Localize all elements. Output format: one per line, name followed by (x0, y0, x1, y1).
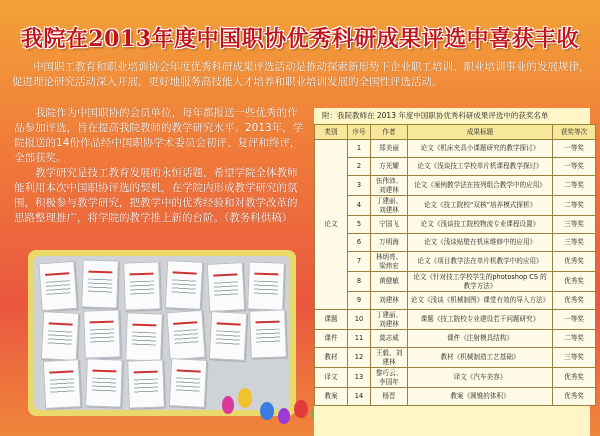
number-cell: 7 (348, 252, 371, 272)
award-list-panel (314, 108, 590, 436)
table-row (315, 272, 596, 292)
level-cell: 优秀奖 (553, 252, 596, 272)
category-cell: 译文 (315, 368, 348, 388)
certificate-image (209, 311, 247, 361)
table-row (315, 388, 596, 406)
category-cell: 论文 (315, 140, 348, 310)
award-table (314, 124, 596, 406)
table-row (315, 368, 596, 388)
category-cell: 教材 (315, 348, 348, 368)
certificate-image (81, 259, 119, 308)
level-cell: 优秀奖 (553, 292, 596, 310)
certificate-image (127, 359, 165, 408)
number-cell: 9 (348, 292, 371, 310)
author-cell: 莫志威 (371, 330, 408, 348)
certificate-image (165, 260, 203, 310)
title-cell: 论文《浅谈贴壁在机床维修中的应用》 (408, 234, 553, 252)
author-cell: 刘建林 (371, 292, 408, 310)
number-cell: 12 (348, 348, 371, 368)
category-cell: 教案 (315, 388, 348, 406)
author-cell: 丁建丽、刘建林 (371, 196, 408, 216)
certificate-image (125, 312, 163, 361)
table-row (315, 234, 596, 252)
author-cell: 黄健敏 (371, 272, 408, 292)
certificate-image (41, 311, 79, 361)
table-row (315, 252, 596, 272)
level-cell: 一等奖 (553, 140, 596, 158)
header-author: 作者 (371, 125, 408, 140)
title-cell: 课件《注射模具结构》 (408, 330, 553, 348)
title-cell: 译文《汽车美容》 (408, 368, 553, 388)
certificate-image (207, 262, 245, 312)
number-cell: 11 (348, 330, 371, 348)
author-cell: 宁国飞 (371, 216, 408, 234)
certificate-image (123, 261, 161, 310)
author-cell: 伍伟沛、刘建林 (371, 176, 408, 196)
certificate-image (43, 359, 81, 409)
number-cell: 8 (348, 272, 371, 292)
table-row (315, 330, 596, 348)
table-row (315, 348, 596, 368)
balloon-icon (260, 402, 274, 420)
author-cell: 丁建丽、刘建林 (371, 310, 408, 330)
level-cell: 一等奖 (553, 158, 596, 176)
title-cell: 课题《技工院校专业建设若干问题研究》 (408, 310, 553, 330)
certificate-image (169, 358, 207, 408)
category-cell: 课题 (315, 310, 348, 330)
table-row (315, 158, 596, 176)
certificate-image (166, 310, 205, 360)
number-cell: 6 (348, 234, 371, 252)
certificate-image (85, 358, 123, 407)
title-cell: 论文《浅谈技工学校单片机课程教学探讨》 (408, 158, 553, 176)
author-cell: 黎巧云、李国年 (371, 368, 408, 388)
category-cell: 课件 (315, 330, 348, 348)
research-paragraph: 教学研究是技工教育发展的永恒话题，希望学院全体教师能利用本次中国职协评选的契机，在学院内形成教学研究的氛围，积极参与教学研究，把教学中的优秀经验和对教学改革的思路整理推广，将学院的教学推上新的台阶。（教务科供稿） (14, 167, 298, 224)
title-cell: 论文《项目教学法在单片机教学中的应用》 (408, 252, 553, 272)
header-number: 序号 (348, 125, 371, 140)
level-cell: 优秀奖 (553, 272, 596, 292)
level-cell: 二等奖 (553, 330, 596, 348)
title-cell: 论文《案例教学法在按列组合教学中的应用》 (408, 176, 553, 196)
number-cell: 2 (348, 158, 371, 176)
title-cell: 论文《浅谈《机械制图》课堂有效的导入方法》 (408, 292, 553, 310)
author-cell: 林炳亮、梁炜宏 (371, 252, 408, 272)
header-category: 类别 (315, 125, 348, 140)
level-cell: 优秀奖 (553, 368, 596, 388)
balloon-icon (238, 388, 252, 408)
page-title: 我院在2013年度中国职协优秀科研成果评选中喜获丰收 (20, 26, 580, 52)
header-title: 成果标题 (408, 125, 553, 140)
table-row (315, 176, 596, 196)
balloon-icon (278, 408, 290, 424)
level-cell: 一等奖 (553, 310, 596, 330)
number-cell: 1 (348, 140, 371, 158)
title-cell: 论文《针对技工学校学生的photoshop CS 的教学方法》 (408, 272, 553, 292)
certificate-image (247, 261, 285, 310)
title-cell: 论文《浅谈技工院校物流专业课程设置》 (408, 216, 553, 234)
title-cell: 论文《机床夹具小课题研究的教学探讨》 (408, 140, 553, 158)
author-cell: 郑美丽 (371, 140, 408, 158)
certificate-image (83, 309, 121, 358)
number-cell: 5 (348, 216, 371, 234)
level-cell: 优秀奖 (553, 388, 596, 406)
number-cell: 13 (348, 368, 371, 388)
certificate-image (249, 309, 287, 358)
number-cell: 14 (348, 388, 371, 406)
table-row (315, 196, 596, 216)
number-cell: 3 (348, 176, 371, 196)
certificate-image (38, 261, 77, 311)
title-cell: 教案《圆锥的体积》 (408, 388, 553, 406)
table-row (315, 310, 596, 330)
level-cell: 三等奖 (553, 216, 596, 234)
level-cell: 三等奖 (553, 234, 596, 252)
author-cell: 王毅、刘建林 (371, 348, 408, 368)
table-row (315, 292, 596, 310)
author-cell: 杨晋 (371, 388, 408, 406)
title-cell: 教材《机械制造工艺基础》 (408, 348, 553, 368)
balloon-icon (294, 400, 308, 418)
header-award-level: 获奖等次 (553, 125, 596, 140)
level-cell: 三等奖 (553, 348, 596, 368)
balloon-icon (222, 396, 234, 414)
member-paragraph: 我院作为中国职协的会员单位，每年都报送一些优秀的作品参加评选，旨在提高我院教师的教学研究水平。2013年，学院报送的14份作品经中国职协学术委员会初评、复评和终评，全部获奖。 (14, 107, 304, 164)
table-header-row (315, 125, 596, 140)
level-cell: 二等奖 (553, 176, 596, 196)
number-cell: 10 (348, 310, 371, 330)
author-cell: 万明海 (371, 234, 408, 252)
intro-paragraph: 中国职工教育和职业培训协会年度优秀科研成果评选活动是推动探索新形势下企业职工培训、职业培训事业的发展规律，促进理论研究活动深入开展，更好地服务高技能人才培养和职业培训发展的全国性评选活动。 (12, 61, 590, 88)
table-row (315, 140, 596, 158)
number-cell: 4 (348, 196, 371, 216)
table-row (315, 216, 596, 234)
level-cell: 二等奖 (553, 196, 596, 216)
title-cell: 论文《技工院校“双核”培养模式探析》 (408, 196, 553, 216)
award-list-caption: 附：我院教师在 2013 年度中国职协优秀科研成果评选中的获奖名单 (314, 108, 590, 124)
author-cell: 方光耀 (371, 158, 408, 176)
